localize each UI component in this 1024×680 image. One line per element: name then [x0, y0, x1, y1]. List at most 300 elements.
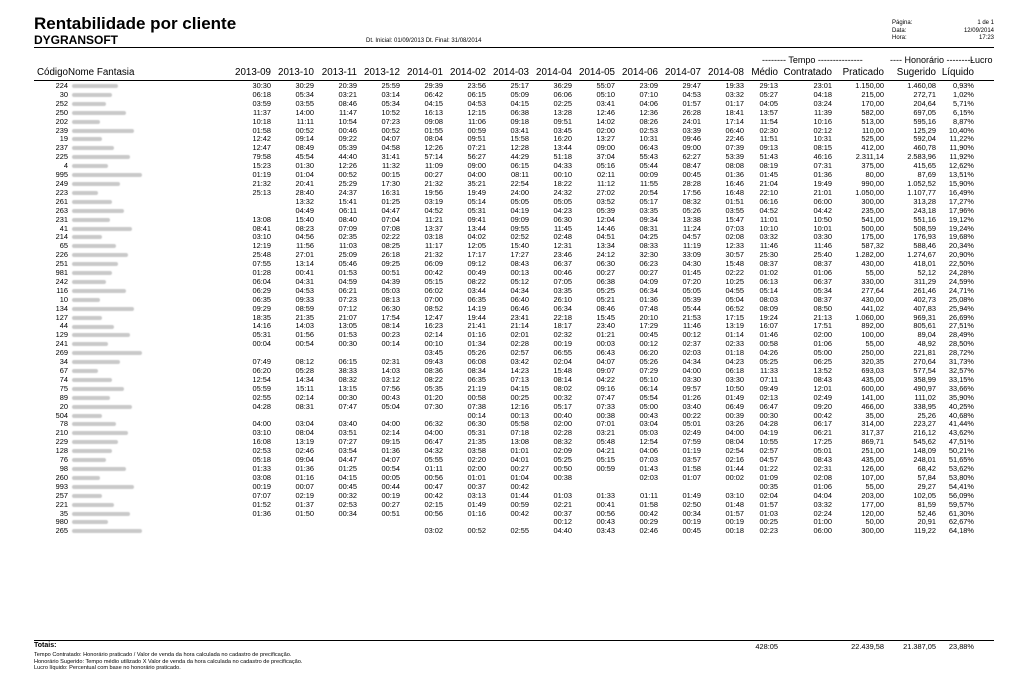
- redacted-blur: [72, 431, 128, 435]
- table-cell: 00:56: [596, 509, 615, 518]
- table-cell: 29:13: [759, 82, 778, 90]
- client-name-redacted: [68, 518, 228, 527]
- table-cell: 09:43: [424, 358, 443, 367]
- table-cell: 338,95: [913, 402, 936, 411]
- table-cell: 13:34: [596, 242, 615, 251]
- table-cell: 08:15: [813, 144, 832, 153]
- table-row: [34, 527, 974, 536]
- table-cell: 08:03: [759, 295, 778, 304]
- table-cell: 21:32: [252, 179, 271, 188]
- table-cell: 18:35: [252, 313, 271, 322]
- table-cell: 430,00: [861, 295, 884, 304]
- client-name-redacted: [68, 233, 228, 242]
- clients-table: [34, 82, 974, 536]
- table-cell: 430,00: [861, 260, 884, 269]
- table-cell: 25,94%: [948, 304, 974, 313]
- table-cell: 02:54: [725, 447, 744, 456]
- table-cell: 02:35: [338, 233, 357, 242]
- table-cell: 04:00: [381, 420, 400, 429]
- table-cell: 00:13: [510, 411, 529, 420]
- table-cell: 14:34: [295, 375, 314, 384]
- table-row: [34, 278, 974, 287]
- table-cell: 317,37: [861, 429, 884, 438]
- table-cell: 04:58: [381, 144, 400, 153]
- table-cell: 22:18: [553, 313, 572, 322]
- table-cell: 07:47: [596, 393, 615, 402]
- table-cell: 01:16: [467, 331, 486, 340]
- table-cell: 25:13: [252, 188, 271, 197]
- client-code: 210: [55, 429, 68, 438]
- table-cell: 55,00: [865, 340, 884, 349]
- client-name-redacted: [68, 358, 228, 367]
- total-liquido: 23,88%: [948, 642, 974, 651]
- table-cell: 05:17: [639, 197, 658, 206]
- redacted-blur: [72, 120, 100, 124]
- table-cell: 02:04: [553, 358, 572, 367]
- table-row: [34, 349, 974, 358]
- table-cell: 588,46: [913, 242, 936, 251]
- table-row: [34, 296, 974, 305]
- table-cell: 01:03: [759, 509, 778, 518]
- table-cell: 05:00: [639, 402, 658, 411]
- redacted-blur: [72, 111, 126, 115]
- table-cell: 00:19: [553, 340, 572, 349]
- table-cell: 03:32: [725, 90, 744, 99]
- table-cell: 418,01: [913, 260, 936, 269]
- table-cell: 04:32: [424, 447, 443, 456]
- table-cell: 15:58: [510, 135, 529, 144]
- table-cell: 600,00: [861, 384, 884, 393]
- client-code: 221: [55, 500, 68, 509]
- client-code: 98: [59, 464, 68, 473]
- table-cell: 16:08: [252, 438, 271, 447]
- table-cell: 02:15: [424, 500, 443, 509]
- table-cell: 126,00: [861, 464, 884, 473]
- table-cell: 12:42: [252, 135, 271, 144]
- table-cell: 00:56: [424, 473, 443, 482]
- table-cell: 00:37: [467, 482, 486, 491]
- table-cell: 54,41%: [948, 482, 974, 491]
- table-row: [34, 492, 974, 501]
- table-cell: 11:55: [640, 179, 658, 188]
- table-row: [34, 385, 974, 394]
- table-cell: 09:33: [295, 295, 314, 304]
- table-cell: 13:32: [295, 197, 314, 206]
- table-cell: 03:10: [252, 233, 271, 242]
- table-cell: 221,81: [913, 349, 936, 358]
- table-cell: [443, 518, 486, 527]
- client-name-redacted: [68, 483, 228, 492]
- table-cell: 551,16: [913, 215, 936, 224]
- client-code: 35: [59, 509, 68, 518]
- table-row: [34, 474, 974, 483]
- redacted-blur: [72, 307, 134, 311]
- footnote: Tempo Contratado: Honorário praticado / Valor de venda da hora calculada no cadastro de precificação.: [34, 652, 292, 658]
- table-cell: 311,29: [913, 277, 936, 286]
- client-code: 226: [55, 251, 68, 260]
- table-cell: 03:24: [813, 99, 832, 108]
- table-cell: 01:51: [725, 197, 744, 206]
- table-cell: 14:23: [510, 367, 529, 375]
- table-cell: 05:01: [682, 420, 701, 429]
- table-cell: 79:58: [252, 153, 271, 162]
- table-cell: 08:59: [295, 304, 314, 313]
- redacted-blur: [72, 422, 116, 426]
- table-cell: 05:31: [467, 206, 486, 215]
- table-cell: 21:32: [424, 179, 443, 188]
- table-cell: 697,05: [913, 108, 936, 117]
- table-cell: 270,64: [913, 358, 936, 367]
- table-cell: 969,31: [913, 313, 936, 322]
- table-cell: 21:14: [510, 322, 529, 331]
- table-cell: 18:17: [553, 322, 572, 331]
- table-cell: 08:49: [295, 144, 314, 153]
- table-cell: 02:30: [759, 126, 778, 135]
- client-code: 249: [55, 179, 68, 188]
- table-cell: 03:45: [424, 349, 443, 358]
- table-cell: 06:46: [510, 304, 529, 313]
- client-code: 127: [55, 313, 68, 322]
- totals-divider: [34, 640, 994, 641]
- table-cell: 02:23: [759, 527, 778, 536]
- table-cell: 48,92: [917, 340, 936, 349]
- table-cell: 5,71%: [953, 99, 974, 108]
- table-cell: 02:19: [295, 491, 314, 500]
- table-cell: 02:22: [381, 233, 400, 242]
- table-cell: 20:54: [639, 188, 658, 197]
- client-code: 4: [63, 162, 68, 171]
- table-cell: 00:42: [510, 509, 529, 518]
- table-cell: 00:54: [295, 340, 314, 349]
- table-cell: 00:27: [639, 269, 658, 278]
- table-cell: 00:52: [381, 126, 400, 135]
- date-label: Data:: [892, 27, 907, 34]
- table-cell: 08:32: [553, 438, 572, 447]
- table-cell: 10:52: [381, 108, 400, 117]
- table-cell: 09:14: [295, 135, 314, 144]
- table-cell: 300,00: [861, 197, 884, 206]
- client-name-redacted: [68, 144, 228, 153]
- table-cell: 02:52: [510, 233, 529, 242]
- table-cell: 05:05: [682, 286, 701, 295]
- table-row: [34, 429, 974, 438]
- column-header-cell: 2014-08: [708, 66, 744, 78]
- table-cell: 07:12: [338, 304, 357, 313]
- table-cell: 02:28: [510, 340, 529, 349]
- table-cell: 38:33: [338, 367, 357, 375]
- client-name-redacted: [68, 91, 228, 100]
- redacted-blur: [72, 209, 124, 213]
- table-row: [34, 412, 974, 421]
- table-cell: 59,57%: [948, 500, 974, 509]
- table-cell: 06:35: [252, 295, 271, 304]
- column-header-cell: Código: [36, 66, 68, 78]
- table-cell: 08:14: [553, 375, 572, 384]
- client-name-redacted: [68, 394, 228, 403]
- table-row: [34, 358, 974, 367]
- table-cell: 00:44: [381, 482, 400, 491]
- table-cell: 03:30: [813, 233, 832, 242]
- group-lucro: Lucro: [970, 55, 993, 65]
- table-cell: 23:09: [639, 82, 658, 90]
- table-cell: 03:30: [682, 375, 701, 384]
- table-cell: 11:12: [597, 179, 615, 188]
- table-cell: 06:38: [596, 277, 615, 286]
- table-cell: 03:32: [759, 233, 778, 242]
- client-code: 229: [55, 438, 68, 447]
- table-row: [34, 331, 974, 340]
- table-cell: 07:23: [338, 295, 357, 304]
- table-cell: 00:10: [553, 171, 572, 180]
- table-cell: [658, 483, 701, 492]
- table-cell: 01:36: [813, 171, 832, 180]
- table-cell: 06:37: [553, 260, 572, 269]
- client-code: 128: [55, 447, 68, 456]
- table-cell: 513,00: [861, 117, 884, 126]
- redacted-blur: [72, 191, 98, 195]
- table-row: [34, 394, 974, 403]
- table-row: [34, 340, 974, 349]
- table-cell: 12:54: [639, 438, 658, 447]
- table-cell: 11:33: [760, 367, 778, 375]
- redacted-blur: [72, 164, 108, 168]
- table-cell: 18:22: [553, 179, 572, 188]
- table-cell: 02:25: [553, 99, 572, 108]
- table-cell: 00:45: [682, 171, 701, 180]
- table-cell: 06:29: [252, 286, 271, 295]
- table-cell: 251,00: [861, 447, 884, 456]
- table-cell: 11:32: [382, 162, 400, 171]
- table-cell: 04:34: [682, 358, 701, 367]
- table-cell: 05:21: [596, 295, 615, 304]
- table-cell: 01:33: [252, 464, 271, 473]
- table-cell: 07:11: [760, 375, 778, 384]
- table-cell: 00:07: [295, 482, 314, 491]
- table-cell: [400, 412, 443, 421]
- table-cell: 11:06: [468, 117, 486, 126]
- table-cell: 00:45: [639, 331, 658, 340]
- table-cell: 102,05: [913, 491, 936, 500]
- table-cell: 09:55: [510, 224, 529, 233]
- table-cell: 01:20: [424, 393, 443, 402]
- table-cell: 05:35: [424, 384, 443, 393]
- table-cell: 25:30: [759, 251, 778, 260]
- redacted-blur: [72, 476, 100, 480]
- table-cell: 20:41: [295, 179, 314, 188]
- table-cell: 08:34: [467, 367, 486, 375]
- table-cell: 21:19: [467, 384, 486, 393]
- table-cell: 01:36: [381, 447, 400, 456]
- table-cell: 19:44: [467, 313, 486, 322]
- table-cell: 05:10: [639, 375, 658, 384]
- table-row: [34, 91, 974, 100]
- table-cell: 04:23: [553, 206, 572, 215]
- client-code: 241: [55, 340, 68, 349]
- table-cell: 09:09: [510, 215, 529, 224]
- table-row: [34, 162, 974, 171]
- table-cell: 02:49: [813, 393, 832, 402]
- table-cell: 04:00: [725, 429, 744, 438]
- table-cell: 31,73%: [948, 358, 974, 367]
- table-cell: 08:32: [682, 197, 701, 206]
- table-cell: 19:24: [759, 313, 778, 322]
- table-cell: 00:02: [725, 473, 744, 482]
- table-cell: 24:01: [682, 117, 701, 126]
- client-name-redacted: [68, 153, 228, 162]
- table-cell: 00:42: [639, 509, 658, 518]
- table-cell: 06:21: [813, 429, 832, 438]
- table-cell: 28,50%: [948, 340, 974, 349]
- table-cell: 00:43: [596, 518, 615, 527]
- table-cell: 04:15: [424, 99, 443, 108]
- client-code: 30: [59, 90, 68, 99]
- table-cell: 02:57: [510, 349, 529, 358]
- table-cell: 00:47: [424, 482, 443, 491]
- column-header: [34, 65, 974, 79]
- redacted-blur: [72, 280, 106, 284]
- table-cell: 01:25: [338, 464, 357, 473]
- table-cell: 02:32: [553, 331, 572, 340]
- client-name-redacted: [68, 118, 228, 127]
- table-cell: 01:22: [759, 464, 778, 473]
- table-cell: 313,28: [913, 197, 936, 206]
- table-cell: 53,80%: [948, 473, 974, 482]
- client-name-redacted: [68, 216, 228, 225]
- table-cell: [228, 198, 271, 207]
- table-cell: 02:50: [682, 500, 701, 509]
- table-cell: 09:16: [596, 384, 615, 393]
- client-name-redacted: [68, 501, 228, 510]
- table-cell: 14:16: [252, 322, 271, 331]
- table-cell: 00:23: [381, 331, 400, 340]
- table-cell: 15:40: [510, 242, 529, 251]
- table-cell: 04:47: [338, 456, 357, 465]
- table-row: [34, 216, 974, 225]
- table-cell: 08:31: [295, 402, 314, 411]
- table-cell: 08:04: [725, 438, 744, 447]
- table-cell: 44:29: [510, 153, 529, 162]
- table-cell: 03:40: [682, 402, 701, 411]
- redacted-blur: [72, 129, 134, 133]
- client-name-redacted: [68, 403, 228, 412]
- redacted-blur: [72, 360, 120, 364]
- table-cell: 01:16: [295, 473, 314, 482]
- group-tempo: -------- Tempo ---------------: [762, 55, 863, 65]
- table-cell: 04:00: [424, 429, 443, 438]
- client-name-redacted: [68, 260, 228, 269]
- table-cell: 01:00: [813, 518, 832, 527]
- client-code: 239: [55, 126, 68, 135]
- table-cell: 04:19: [759, 429, 778, 438]
- table-cell: 05:48: [596, 438, 615, 447]
- table-cell: 05:25: [759, 358, 778, 367]
- table-cell: 06:11: [339, 206, 357, 215]
- table-cell: 01:49: [467, 500, 486, 509]
- table-cell: 15:23: [252, 162, 271, 171]
- table-cell: 87,69: [917, 171, 936, 180]
- table-cell: 412,00: [861, 144, 884, 153]
- table-cell: 01:33: [596, 491, 615, 500]
- column-header-cell: Nome Fantasia: [68, 66, 135, 78]
- table-cell: 10:55: [759, 438, 778, 447]
- redacted-blur: [72, 316, 102, 320]
- table-cell: [228, 527, 271, 536]
- table-cell: 00:34: [682, 509, 701, 518]
- redacted-blur: [72, 298, 100, 302]
- table-cell: 2.583,96: [907, 153, 936, 162]
- table-cell: [572, 474, 615, 483]
- table-cell: 51:18: [553, 153, 572, 162]
- table-cell: 02:37: [682, 340, 701, 349]
- table-cell: 06:15: [510, 162, 529, 171]
- table-cell: 00:32: [553, 393, 572, 402]
- table-cell: 25:48: [252, 251, 271, 260]
- table-cell: 01:06: [813, 482, 832, 491]
- table-cell: 12:26: [338, 162, 357, 171]
- table-cell: 04:19: [510, 206, 529, 215]
- table-cell: 04:01: [510, 456, 529, 465]
- redacted-blur: [72, 387, 124, 391]
- table-cell: 14:02: [596, 117, 615, 126]
- table-cell: 05:58: [510, 420, 529, 429]
- table-cell: 03:18: [424, 233, 443, 242]
- table-cell: 00:27: [424, 171, 443, 180]
- table-cell: 00:12: [553, 518, 572, 527]
- table-cell: 06:40: [510, 295, 529, 304]
- client-code: 993: [55, 482, 68, 491]
- table-cell: 02:57: [759, 447, 778, 456]
- table-cell: 06:15: [338, 358, 357, 367]
- table-cell: 148,09: [913, 447, 936, 456]
- table-cell: 21:01: [813, 188, 832, 197]
- table-cell: 02:48: [553, 233, 572, 242]
- table-cell: 05:26: [467, 349, 486, 358]
- table-cell: 00:38: [553, 473, 572, 482]
- table-cell: 541,00: [861, 215, 884, 224]
- table-row: [34, 144, 974, 153]
- table-cell: 09:41: [467, 215, 486, 224]
- company-name: DYGRANSOFT: [34, 33, 118, 47]
- column-header-cell: 2013-10: [278, 66, 314, 78]
- column-header-cell: Sugerido: [896, 66, 936, 78]
- header-divider: [34, 47, 994, 48]
- table-cell: 01:21: [596, 331, 615, 340]
- table-cell: 508,59: [913, 224, 936, 233]
- column-header-cell: 2014-04: [536, 66, 572, 78]
- table-row: [34, 127, 974, 136]
- table-cell: 55,00: [865, 482, 884, 491]
- table-cell: 01:03: [553, 491, 572, 500]
- table-cell: 02:00: [553, 420, 572, 429]
- table-cell: 07:39: [725, 144, 744, 153]
- table-cell: 12:26: [424, 144, 443, 153]
- table-cell: 120,00: [861, 509, 884, 518]
- table-cell: 05:18: [252, 456, 271, 465]
- table-cell: 05:46: [338, 260, 357, 269]
- table-cell: 08:02: [553, 384, 572, 393]
- table-cell: 21:35: [295, 313, 314, 322]
- client-code: 20: [59, 402, 68, 411]
- table-cell: 25:09: [338, 251, 357, 260]
- table-cell: 21:13: [813, 313, 832, 322]
- table-row: [34, 322, 974, 331]
- table-cell: 04:15: [510, 384, 529, 393]
- client-name-redacted: [68, 322, 228, 331]
- client-code: 34: [59, 358, 68, 367]
- table-row: [34, 456, 974, 465]
- table-cell: 592,04: [913, 135, 936, 144]
- table-cell: 03:32: [813, 500, 832, 509]
